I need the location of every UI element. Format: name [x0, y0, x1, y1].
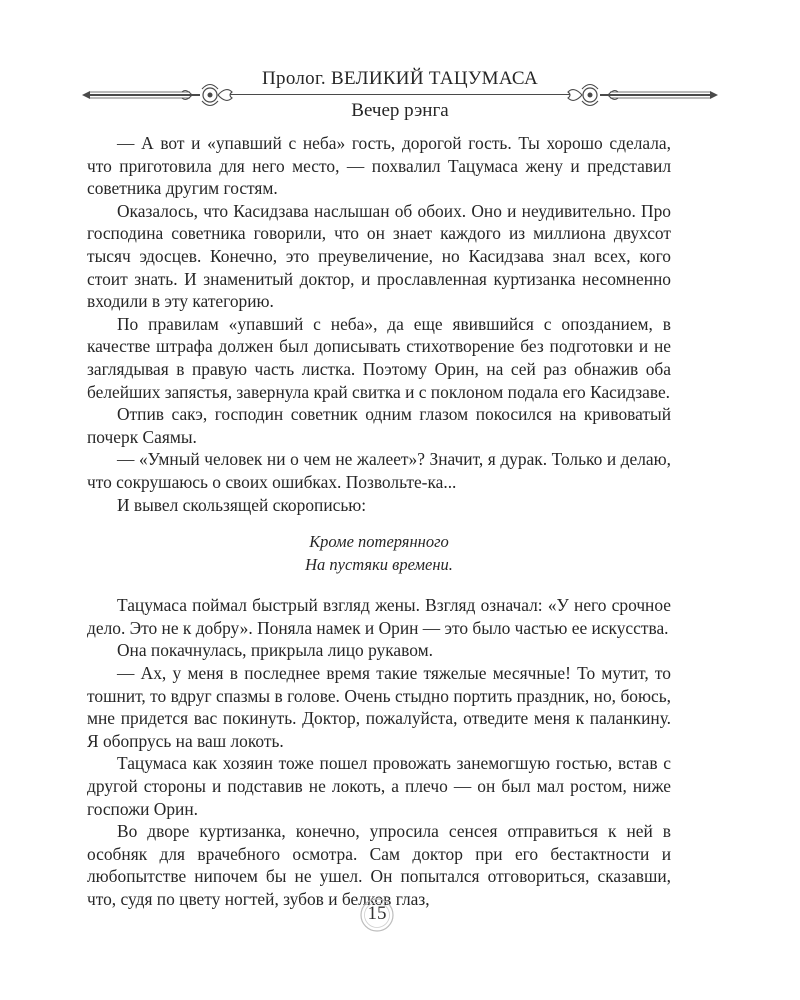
- paragraph: Тацумаса поймал быстрый взгляд жены. Взгляд означал: «У него срочное дело. Это не к добру». Поняла намек и Орин — это было частью ее искусства.: [87, 595, 671, 638]
- chapter-title: Пролог. ВЕЛИКИЙ ТАЦУМАСА: [262, 68, 538, 89]
- paragraph: И вывел скользящей скорописью:: [117, 494, 367, 515]
- right-ornament-icon: [560, 80, 720, 110]
- paragraph: — А вот и «упавший с неба» гость, дорогой гость. Ты хорошо сделала, что приготовила для него место, — похвалил Тацумаса жену и представил советника другим гостям.: [87, 133, 671, 199]
- paragraph: — «Умный человек ни о чем не жалеет»? Значит, я дурак. Только и делаю, что сокрушаюсь о своих ошибках. Позвольте-ка...: [87, 449, 671, 492]
- poem: [87, 531, 671, 576]
- poem-line: Кроме потерянного: [309, 532, 449, 552]
- paragraph: Во дворе куртизанка, конечно, упросила сенсея отправиться к ней в особняк для врачебного осмотра. Сам доктор при его бестактности и любопытстве нипочем бы не ушел. Он попытался отговориться, сказавши, что, судя по цвету ногтей, зубов и белков глаз,: [87, 821, 671, 909]
- paragraph: Отпив сакэ, господин советник одним глазом покосился на кривоватый почерк Саямы.: [87, 404, 671, 447]
- running-header: [0, 58, 800, 128]
- page-number-label: 15: [367, 903, 387, 924]
- paragraph: По правилам «упавший с неба», да еще явившийся с опозданием, в качестве штрафа должен был дописывать стихотворение без подготовки и не заглядывая в правую часть листка. Поэтому Орин, на сей раз обнажив оба белейших запястья, завернула край свитка и с поклоном подала его Касидзаве.: [87, 313, 671, 402]
- paragraph: Оказалось, что Касидзава наслышан об обоих. Оно и неудивительно. Про господина советника говорили, что он знает каждого из миллиона двухсот тысяч эдосцев. Конечно, это преувеличение, но Касидзава знал всех, кого стоит знать. И знаменитый доктор, и прославленная куртизанка несомненно входили в эту категорию.: [87, 200, 671, 312]
- poem-line: На пустяки времени.: [305, 554, 453, 574]
- body-text: [87, 132, 671, 911]
- header-divider: [230, 94, 570, 95]
- section-title: Вечер рэнга: [351, 100, 449, 121]
- left-ornament-icon: [80, 80, 240, 110]
- paragraph: — Ах, у меня в последнее время такие тяжелые месячные! То мутит, то тошнит, то вдруг спазмы в голове. Очень стыдно портить праздник, но, боюсь, мне придется вас покинуть. Доктор, пожалуйста, отведите меня к паланкину. Я обопрусь на ваш локоть.: [87, 663, 671, 751]
- page-number: [355, 897, 399, 933]
- paragraph: Тацумаса как хозяин тоже пошел провожать занемогшую гостью, встав с другой стороны и подставив не локоть, а плечо — он был мал ростом, ниже госпожи Орин.: [87, 753, 671, 819]
- paragraph: Она покачнулась, прикрыла лицо рукавом.: [117, 640, 433, 661]
